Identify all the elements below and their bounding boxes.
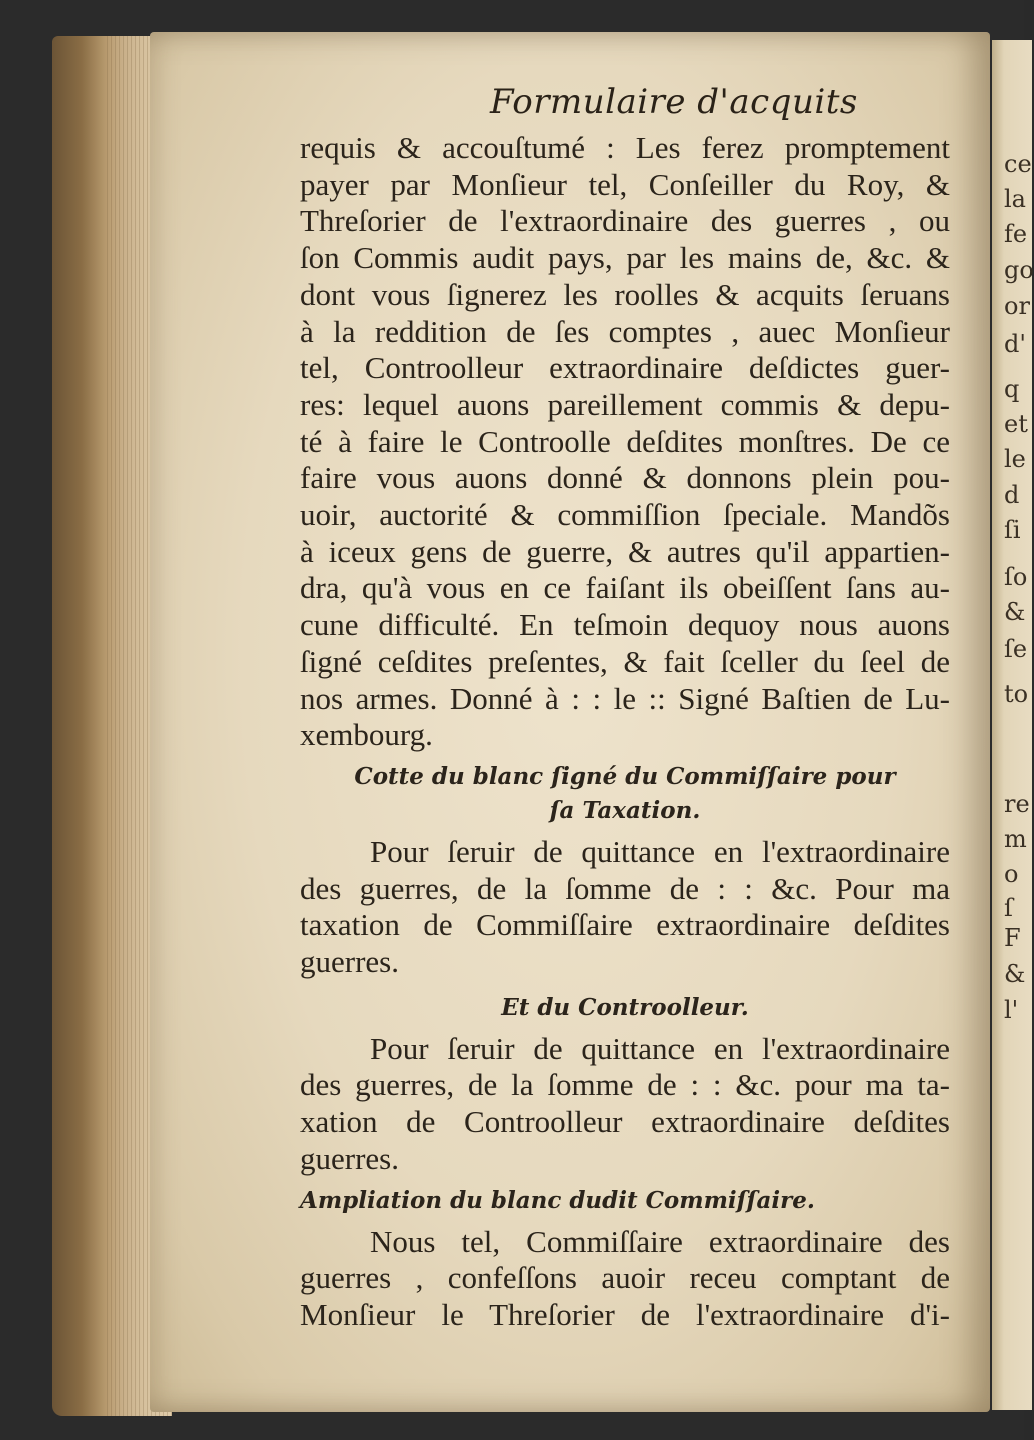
adjacent-fragment: ſo: [1004, 563, 1028, 591]
text-line: à la reddition de ſes comptes , auec Monſieur: [300, 313, 950, 349]
adjacent-fragment: or: [1004, 292, 1030, 320]
text-line: des guerres, de la ſomme de : : &c. pour ma ta-: [300, 1067, 950, 1103]
text-line: payer par Monſieur tel, Conſeiller du Roy, &: [300, 166, 950, 202]
adjacent-fragment: F: [1004, 924, 1021, 952]
text-line: té à faire le Controolle deſdites monſtres. De ce: [300, 423, 950, 459]
page-body: [300, 130, 950, 1334]
adjacent-fragment: &: [1004, 598, 1026, 626]
text-line: dont vous ſignerez les roolles & acquits ſeruans: [300, 276, 950, 312]
text-line: uoir, auctorité & commiſſion ſpeciale. Mandõs: [300, 497, 950, 533]
text-line: à iceux gens de guerre, & autres qu'il appartien-: [300, 533, 950, 569]
adjacent-fragment: re: [1004, 790, 1030, 818]
text-line: xation de Controolleur extraordinaire deſdites: [300, 1104, 950, 1140]
adjacent-fragment: l': [1004, 996, 1019, 1024]
text-line: cune difficulté. En teſmoin dequoy nous auons: [300, 607, 950, 643]
text-line: Monſieur le Threſorier de l'extraordinaire d'i-: [300, 1296, 950, 1332]
adjacent-fragment: la: [1004, 185, 1026, 213]
text-line: xembourg.: [300, 717, 433, 753]
adjacent-fragment: ſe: [1004, 635, 1028, 663]
adjacent-fragment: fe: [1004, 220, 1028, 248]
text-line: nos armes. Donné à : : le :: Signé Baſtien de Lu-: [300, 680, 950, 716]
adjacent-page-sliver: [992, 40, 1032, 1410]
adjacent-fragment: ſ: [1004, 894, 1013, 922]
text-line: Nous tel, Commiſſaire extraordinaire des: [370, 1223, 950, 1259]
section-heading: Ampliation du blanc dudit Commiſſaire.: [300, 1186, 815, 1214]
adjacent-fragment: ſi: [1004, 516, 1021, 544]
text-line: des guerres, de la ſomme de : : &c. Pour ma: [300, 870, 950, 906]
adjacent-fragment: d': [1004, 330, 1026, 358]
adjacent-fragment: o: [1004, 860, 1019, 888]
adjacent-fragment: go: [1004, 256, 1034, 284]
adjacent-fragment: m: [1004, 825, 1027, 853]
text-line: taxation de Commiſſaire extraordinaire deſdites: [300, 907, 950, 943]
adjacent-fragment: le: [1004, 445, 1026, 473]
running-head: Formulaire d'acquits: [490, 82, 858, 122]
text-line: ſigné ceſdites preſentes, & fait ſceller du ſeel de: [300, 643, 950, 679]
adjacent-fragment: d: [1004, 481, 1020, 509]
text-line: guerres.: [300, 944, 399, 980]
text-line: ſon Commis audit pays, par les mains de, &c. &: [300, 240, 950, 276]
text-line: Threſorier de l'extraordinaire des guerres , ou: [300, 203, 950, 239]
text-line: res: lequel auons pareillement commis & depu-: [300, 386, 950, 422]
text-line: faire vous auons donné & donnons plein pou-: [300, 460, 950, 496]
text-line: dra, qu'à vous en ce faiſant ils obeiſſent ſans au-: [300, 570, 950, 606]
text-line: Pour ſeruir de quittance en l'extraordinaire: [370, 833, 950, 869]
adjacent-fragment: q: [1004, 375, 1020, 403]
adjacent-fragment: to: [1004, 680, 1029, 708]
adjacent-fragment: &: [1004, 960, 1026, 988]
text-line: tel, Controolleur extraordinaire deſdictes guer-: [300, 350, 950, 386]
text-line: guerres , confeſſons auoir receu comptant de: [300, 1260, 950, 1296]
section-heading: ſa Taxation.: [549, 796, 701, 824]
text-line: Pour ſeruir de quittance en l'extraordinaire: [370, 1030, 950, 1066]
adjacent-fragment: et: [1004, 410, 1028, 438]
adjacent-fragment: ce: [1004, 150, 1032, 178]
text-line: guerres.: [300, 1140, 399, 1176]
section-heading: Et du Controolleur.: [501, 993, 749, 1021]
text-line: requis & accouſtumé : Les ferez promptement: [300, 130, 950, 165]
section-heading: Cotte du blanc ſigné du Commiſſaire pour: [354, 762, 896, 790]
